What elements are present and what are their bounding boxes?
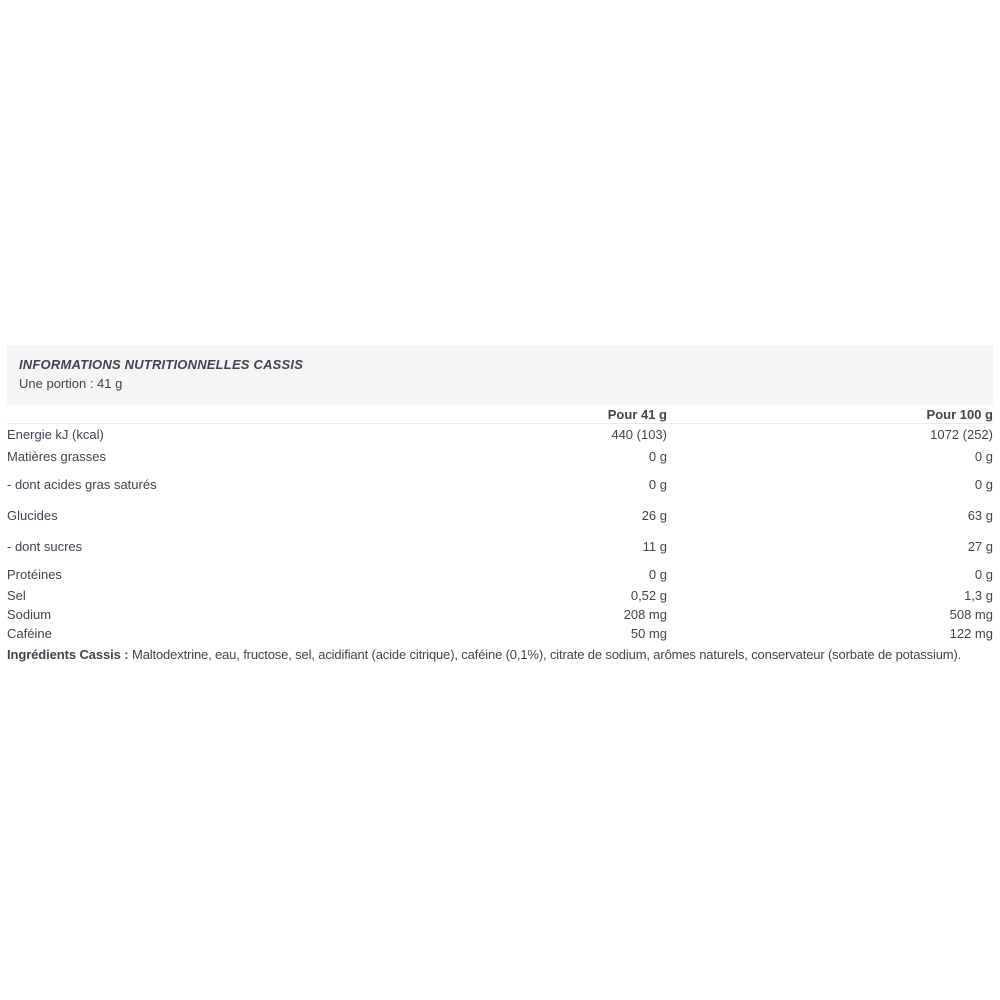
table-row [7,624,993,643]
table-header-row [7,405,993,424]
column-header-per-100g: Pour 100 g [667,405,993,424]
nutrition-section [7,345,993,663]
column-header-empty [7,405,367,424]
row-value-per-portion: 0 g [648,477,667,492]
table-row [7,444,993,469]
table-row [7,586,993,605]
row-value-per-100g: 508 mg [949,607,993,622]
row-value-per-100g: 122 mg [949,626,993,641]
ingredients-text: Maltodextrine, eau, fructose, sel, acidifiant (acide citrique), caféine (0,1%), citrate de sodium, arômes naturels, conservateur (sorbate de potassium). [132,647,962,662]
row-value-per-100g: 1072 (252) [930,426,993,442]
table-row [7,605,993,624]
row-value-per-100g: 63 g [967,508,993,523]
ingredients-paragraph [7,646,993,663]
row-value-per-100g: 1,3 g [964,588,993,603]
row-value-per-portion: 11 g [642,539,667,554]
row-label: - dont acides gras saturés [7,477,157,492]
table-row [7,500,993,531]
row-label: Sodium [7,607,52,622]
nutrition-header-panel [7,345,993,405]
row-value-per-portion: 0,52 g [630,588,667,603]
row-label: Glucides [7,508,58,523]
row-value-per-portion: 50 mg [630,626,667,641]
row-value-per-portion: 0 g [648,566,667,582]
row-value-per-portion: 440 (103) [611,426,667,442]
nutrition-table [7,405,993,643]
column-header-per-portion: Pour 41 g [367,405,667,424]
row-label: Sel [7,588,26,603]
table-row [7,424,993,445]
table-row [7,562,993,586]
row-value-per-portion: 0 g [648,449,667,464]
portion-size: Une portion : 41 g [19,376,123,391]
row-value-per-100g: 27 g [967,539,993,554]
row-label: Caféine [7,626,52,641]
row-label: Protéines [7,566,62,582]
row-value-per-portion: 26 g [641,508,667,523]
row-value-per-100g: 0 g [974,477,993,492]
row-value-per-100g: 0 g [974,449,993,464]
row-label: - dont sucres [7,539,83,554]
nutrition-title: INFORMATIONS NUTRITIONNELLES CASSIS [19,357,304,372]
table-row [7,469,993,500]
row-label: Energie kJ (kcal) [7,426,104,442]
row-value-per-portion: 208 mg [623,607,667,622]
row-label: Matières grasses [7,449,106,464]
ingredients-label: Ingrédients Cassis : [7,647,129,662]
table-row [7,531,993,562]
row-value-per-100g: 0 g [974,566,993,582]
